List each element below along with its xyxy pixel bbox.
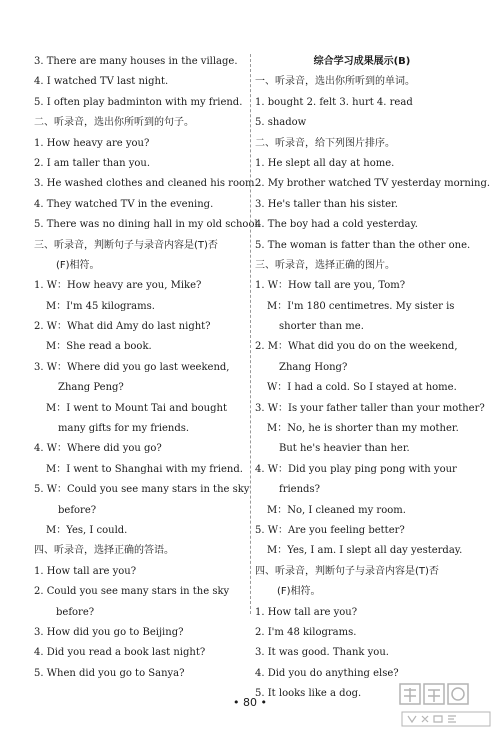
right-line: 1. He slept all day at home. (255, 157, 395, 169)
right-line: 3. W：Is your father taller than your mother? (255, 402, 485, 414)
right-line: M：No, he is shorter than my mother. (267, 423, 459, 435)
left-line: 1. How tall are you? (34, 565, 137, 577)
right-line: 5. W：Are you feeling better? (255, 524, 405, 536)
right-line: M：No, I cleaned my room. (267, 504, 406, 516)
right-line: 4. W：Did you play ping pong with your (255, 463, 457, 475)
right-section-heading: (F)相符。 (277, 586, 321, 598)
left-line: 3. He washed clothes and cleaned his room. (34, 178, 258, 190)
left-line: 4. Did you read a book last night? (34, 647, 206, 659)
right-line: 5. shadow (255, 117, 307, 129)
right-line: M：I'm 180 centimetres. My sister is (267, 300, 455, 312)
left-line: Zhang Peng? (58, 382, 124, 394)
left-line: M：I'm 45 kilograms. (46, 300, 155, 312)
right-line: 1. W：How tall are you, Tom? (255, 280, 406, 292)
right-line: 4. The boy had a cold yesterday. (255, 219, 418, 231)
right-line: 2. M：What did you do on the weekend, (255, 341, 458, 353)
left-section-heading: 二、听录音，选出你所听到的句子。 (34, 117, 194, 129)
left-line: M：Yes, I could. (46, 524, 128, 536)
left-line: before? (58, 504, 97, 516)
left-section-heading: (F)相符。 (56, 259, 100, 271)
right-line: Zhang Hong? (279, 361, 348, 373)
left-line: M：I went to Mount Tai and bought (46, 402, 227, 414)
left-line: M：She read a book. (46, 341, 152, 353)
right-title: 综合学习成果展示(B) (313, 56, 411, 67)
left-line: 1. How heavy are you? (34, 137, 150, 149)
left-line: 5. When did you go to Sanya? (34, 667, 185, 679)
right-line: 4. Did you do anything else? (255, 667, 399, 679)
right-line: 2. My brother watched TV yesterday morning. (255, 178, 491, 190)
right-line: 1. bought 2. felt 3. hurt 4. read (255, 96, 413, 108)
left-line: 3. W：Where did you go last weekend, (34, 361, 230, 373)
left-line: 5. W：Could you see many stars in the sky (34, 484, 250, 496)
right-section-heading: 三、听录音，选择正确的图片。 (255, 259, 395, 271)
right-line: W：I had a cold. So I stayed at home. (267, 382, 457, 394)
right-line: 5. The woman is fatter than the other one. (255, 239, 471, 251)
watermark-logo (398, 682, 494, 730)
left-line: 3. There are many houses in the village. (34, 56, 238, 67)
left-section-heading: 三、听录音，判断句子与录音内容是(T)否 (34, 239, 218, 251)
right-line: 5. It looks like a dog. (255, 688, 362, 700)
left-line: 5. I often play badminton with my friend. (34, 96, 243, 108)
left-line: 4. They watched TV in the evening. (34, 198, 214, 210)
column-divider (250, 54, 251, 614)
left-line: M：I went to Shanghai with my friend. (46, 463, 243, 475)
page-number: • 80 • (233, 696, 267, 709)
right-line: M：Yes, I am. I slept all day yesterday. (267, 545, 463, 557)
right-line: 3. It was good. Thank you. (255, 647, 389, 659)
right-line: But he's heavier than her. (279, 443, 410, 455)
right-line: shorter than me. (279, 321, 364, 333)
right-line: 2. I'm 48 kilograms. (255, 626, 357, 638)
left-line: before? (56, 606, 95, 618)
left-section-heading: 四、听录音，选择正确的答语。 (34, 545, 174, 557)
left-line: 1. W：How heavy are you, Mike? (34, 280, 202, 292)
left-line: 2. W：What did Amy do last night? (34, 321, 211, 333)
right-line: 3. He's taller than his sister. (255, 198, 398, 210)
left-line: many gifts for my friends. (58, 423, 190, 435)
left-line: 3. How did you go to Beijing? (34, 626, 184, 638)
right-section-heading: 一、听录音，选出你所听到的单词。 (255, 76, 415, 88)
left-column (34, 52, 261, 684)
right-line: friends? (279, 484, 320, 496)
left-line: 4. W：Where did you go? (34, 443, 162, 455)
left-line: 4. I watched TV last night. (34, 76, 169, 88)
right-line: 1. How tall are you? (255, 606, 358, 618)
right-section-heading: 二、听录音，给下列图片排序。 (255, 137, 395, 149)
right-column (255, 52, 491, 705)
left-line: 5. There was no dining hall in my old school. (34, 219, 261, 231)
left-line: 2. I am taller than you. (34, 157, 151, 169)
left-line: 2. Could you see many stars in the sky (34, 586, 230, 598)
right-section-heading: 四、听录音，判断句子与录音内容是(T)否 (255, 565, 439, 577)
